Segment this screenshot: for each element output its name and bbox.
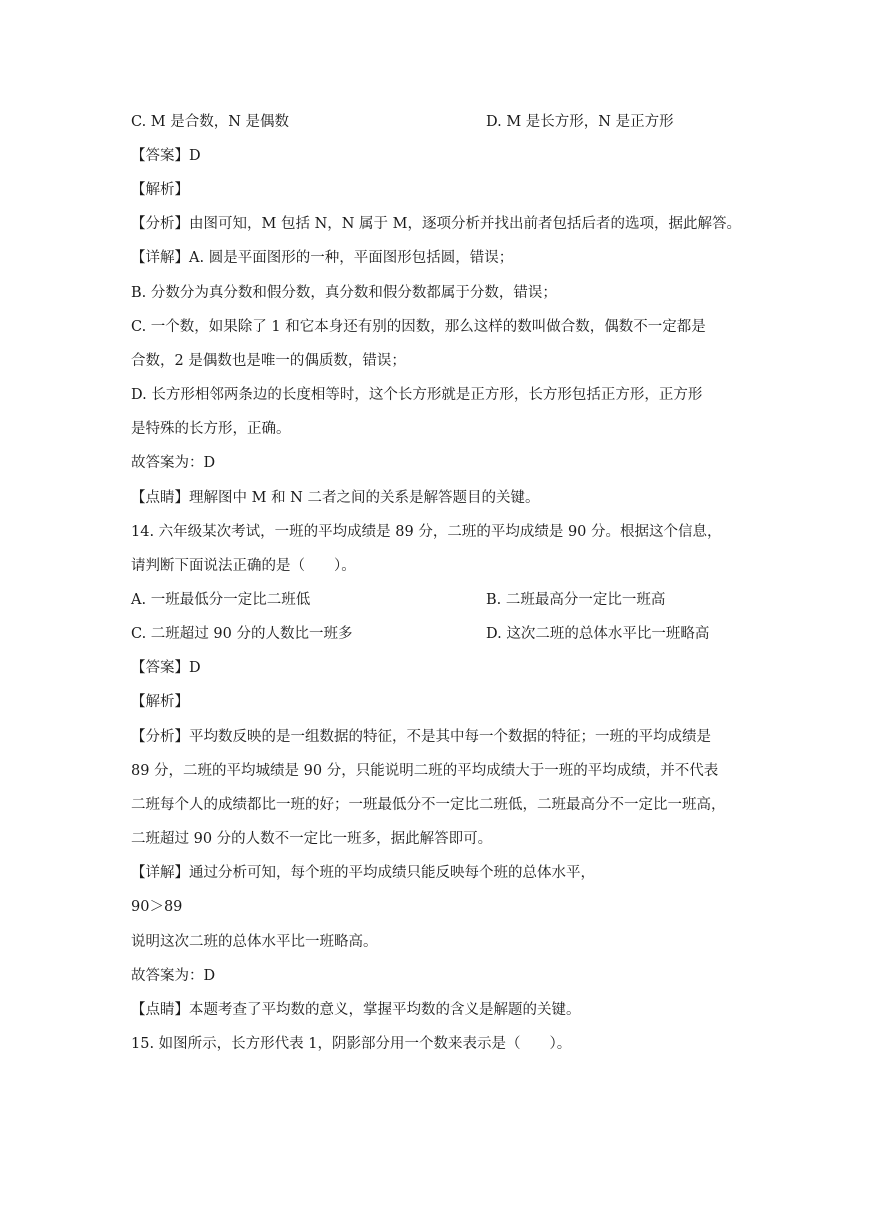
q13-xiangjie-c2: 合数，2 是偶数也是唯一的偶质数，错误； [131,353,406,369]
q13-xiangjie-c1: C. 一个数，如果除了 1 和它本身还有别的因数，那么这样的数叫做合数，偶数不一定都是 [131,319,706,335]
q14-conclusion: 说明这次二班的总体水平比一班略高。 [131,934,378,950]
q13-dianjing: 【点睛】理解图中 M 和 N 二者之间的关系是解答题目的关键。 [131,490,540,506]
q13-xiangjie-d1: D. 长方形相邻两条边的长度相等时，这个长方形就是正方形，长方形包括正方形，正方形 [131,387,703,403]
q14-fenxi-line3: 二班每个人的成绩都比一班的好；一班最低分不一定比二班低，二班最高分不一定比一班高， [131,797,726,813]
q14-fenxi-line4: 二班超过 90 分的人数不一定比一班多，据此解答即可。 [131,831,493,847]
q13-option-c: C. M 是合数，N 是偶数 [131,114,290,130]
q14-answer: 【答案】D [131,660,201,676]
q14-option-b: B. 二班最高分一定比一班高 [486,592,666,608]
q13-xiangjie-b: B. 分数分为真分数和假分数，真分数和假分数都属于分数，错误； [131,285,557,301]
q13-final: 故答案为：D [131,455,216,471]
q14-option-c: C. 二班超过 90 分的人数比一班多 [131,626,353,642]
q14-final: 故答案为：D [131,968,216,984]
q13-xiangjie-d2: 是特殊的长方形，正确。 [131,421,291,437]
q14-compare: 90＞89 [131,899,183,915]
q14-option-a: A. 一班最低分一定比二班低 [131,592,311,608]
q13-fenxi: 【分析】由图可知，M 包括 N，N 属于 M，逐项分析并找出前者包括后者的选项，据此解答。 [131,216,742,232]
q14-xiangjie: 【详解】通过分析可知，每个班的平均成绩只能反映每个班的总体水平， [131,865,595,881]
q13-option-d: D. M 是长方形，N 是正方形 [486,114,674,130]
q13-answer: 【答案】D [131,148,201,164]
q15-stem: 15. 如图所示，长方形代表 1，阴影部分用一个数来表示是（ ）。 [131,1036,572,1052]
q14-fenxi-line2: 89 分，二班的平均城绩是 90 分，只能说明二班的平均成绩大于一班的平均成绩，并不代表 [131,763,719,779]
q13-xiangjie-a: 【详解】A. 圆是平面图形的一种，平面图形包括圆，错误； [131,250,514,266]
q14-stem-line1: 14. 六年级某次考试，一班的平均成绩是 89 分，二班的平均成绩是 90 分。根据这个信息， [131,524,722,540]
q14-stem-line2: 请判断下面说法正确的是（ ）。 [131,558,356,574]
q14-option-d: D. 这次二班的总体水平比一班略高 [486,626,710,642]
q14-analysis-title: 【解析】 [131,694,189,710]
q14-dianjing: 【点睛】本题考查了平均数的意义，掌握平均数的含义是解题的关键。 [131,1002,581,1018]
q14-fenxi-line1: 【分析】平均数反映的是一组数据的特征，不是其中每一个数据的特征；一班的平均成绩是 [131,729,711,745]
q13-analysis-title: 【解析】 [131,182,189,198]
